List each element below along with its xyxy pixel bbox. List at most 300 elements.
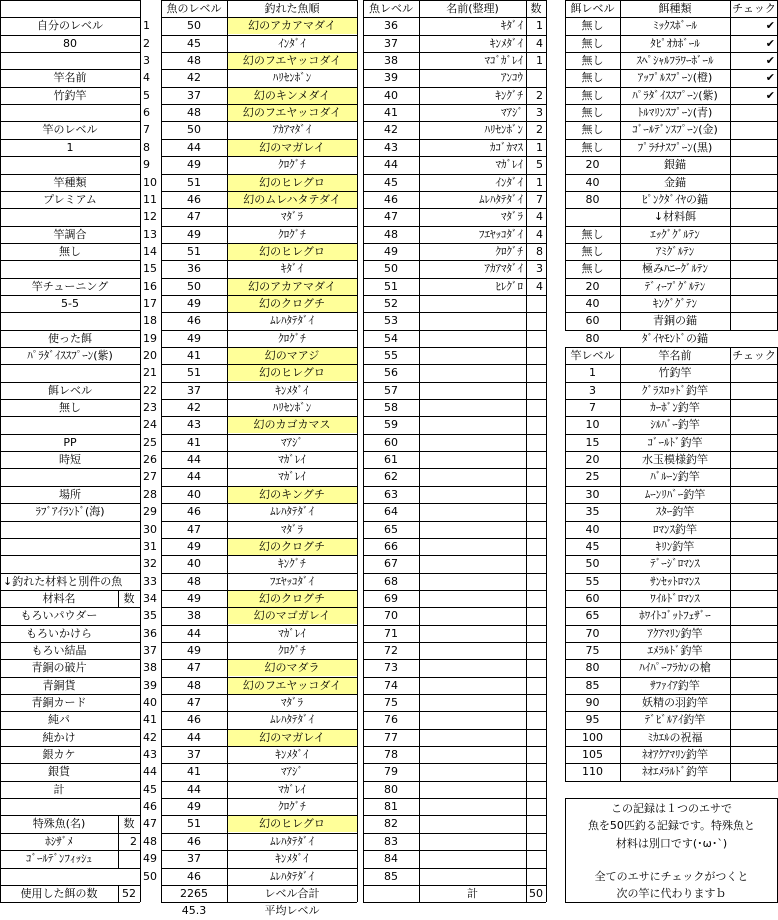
rod-level-cell[interactable]: 70 [585, 627, 600, 640]
tally-level-cell[interactable]: 45 [384, 176, 398, 189]
fish-name-cell[interactable]: ﾏｶﾞﾚｲ [278, 783, 306, 796]
tally-count-cell[interactable] [526, 607, 546, 625]
tally-name-cell[interactable] [419, 711, 526, 729]
fish-level-cell[interactable]: 49 [187, 592, 201, 605]
rod-level-cell[interactable]: 10 [585, 418, 600, 431]
tally-level-cell[interactable]: 83 [384, 835, 398, 848]
fish-name-cell[interactable]: ｲﾝﾀﾞｲ [278, 37, 306, 50]
tally-level-cell[interactable]: 70 [384, 609, 398, 622]
fish-level-cell[interactable]: 49 [187, 158, 201, 171]
tally-level-cell[interactable]: 56 [384, 366, 398, 379]
bait-check-cell[interactable] [730, 174, 778, 191]
tally-name-cell[interactable] [419, 330, 526, 347]
tally-name-cell[interactable]: ｸﾛｸﾞﾁ [495, 245, 523, 258]
rod-level-cell[interactable]: 30 [585, 488, 600, 501]
fish-name-cell[interactable]: ｷﾝﾒﾀﾞｲ [275, 748, 309, 761]
tally-count-cell[interactable] [526, 659, 546, 677]
tally-level-cell[interactable]: 68 [384, 575, 398, 588]
rod-name-cell[interactable]: ﾜｲﾙﾄﾞﾛﾏﾝｽ [650, 592, 700, 605]
tally-name-cell[interactable] [419, 607, 526, 625]
fish-level-cell[interactable]: 45 [187, 37, 201, 50]
tally-name-cell[interactable] [419, 659, 526, 677]
bait-level-cell[interactable]: 無し [581, 71, 604, 84]
bait-check-cell[interactable] [730, 278, 778, 295]
tally-name-cell[interactable] [419, 746, 526, 763]
fish-level-cell[interactable]: 44 [187, 453, 201, 466]
fish-name-cell[interactable]: 幻のキングチ [259, 488, 325, 501]
bait-level-cell[interactable]: 20 [585, 158, 600, 171]
fish-level-cell[interactable]: 42 [187, 401, 201, 414]
tally-level-cell[interactable]: 59 [384, 418, 398, 431]
tally-name-cell[interactable]: ｱｶｱﾏﾀﾞｲ [484, 262, 523, 275]
bait-name-cell[interactable]: ｱﾐｸﾞﾙﾃﾝ [655, 245, 695, 258]
fish-name-cell[interactable]: 幻のカゴカマス [253, 418, 331, 431]
fish-level-cell[interactable]: 40 [187, 557, 201, 570]
tally-count-cell[interactable] [526, 573, 546, 590]
fish-name-cell[interactable]: 幻のマガレイ [259, 141, 325, 154]
fish-level-cell[interactable]: 50 [187, 280, 201, 293]
tally-count-cell[interactable] [526, 503, 546, 521]
bait-check-cell[interactable] [730, 191, 778, 208]
tally-level-cell[interactable]: 50 [384, 262, 398, 275]
fish-level-cell[interactable]: 41 [187, 765, 201, 778]
fish-level-cell[interactable]: 46 [187, 870, 201, 883]
tally-name-cell[interactable] [419, 590, 526, 607]
fish-name-cell[interactable]: 幻のムレハタテダイ [243, 193, 341, 206]
rod-name-cell[interactable]: ｼﾙﾊﾞｰ釣竿 [650, 418, 700, 431]
rod-level-cell[interactable]: 7 [589, 401, 596, 414]
fish-name-cell[interactable]: 幻のアカアマダイ [248, 19, 336, 32]
bait-check-cell[interactable]: ✔ [765, 71, 775, 84]
bait-level-cell[interactable]: 無し [581, 228, 604, 241]
rod-name-cell[interactable]: ｶｰﾎﾞﾝ釣竿 [650, 401, 700, 414]
bait-check-cell[interactable] [730, 208, 778, 226]
fish-level-cell[interactable]: 38 [187, 609, 201, 622]
fish-name-cell[interactable]: ﾌｴﾔｯｺﾀﾞｲ [270, 575, 314, 588]
rod-name-cell[interactable]: 竹釣竿 [658, 366, 692, 379]
bait-check-cell[interactable] [730, 226, 778, 243]
bait-name-cell[interactable]: ﾄﾙﾏﾘﾝｽﾌﾟｰﾝ(青) [637, 106, 713, 119]
bait-level-cell[interactable]: 無し [581, 123, 604, 136]
tally-name-cell[interactable] [419, 850, 526, 868]
rod-name-cell[interactable]: ﾊｲﾊﾟｰﾌﾗｶﾝの槍 [639, 661, 711, 674]
fish-name-cell[interactable]: ｷﾝｸﾞﾁ [278, 557, 306, 570]
tally-level-cell[interactable]: 67 [384, 557, 398, 570]
bait-level-cell[interactable]: 無し [581, 19, 604, 32]
rod-level-cell[interactable]: 1 [589, 366, 596, 379]
fish-name-cell[interactable]: ｷﾀﾞｲ [281, 262, 303, 275]
bait-level-cell[interactable]: 20 [585, 280, 600, 293]
bait-check-cell[interactable] [730, 139, 778, 156]
bait-check-cell[interactable] [730, 121, 778, 139]
bait-name-cell[interactable]: ｺﾞｰﾙﾃﾞﾝｽﾌﾟｰﾝ(金) [632, 123, 718, 136]
tally-name-cell[interactable] [419, 625, 526, 642]
tally-count-cell[interactable]: 4 [536, 210, 543, 223]
tally-count-cell[interactable] [526, 382, 546, 399]
bait-check-cell[interactable] [730, 312, 778, 330]
rod-level-cell[interactable]: 55 [585, 575, 600, 588]
bait-name-cell[interactable]: 銀錨 [664, 158, 686, 171]
tally-level-cell[interactable]: 71 [384, 627, 398, 640]
rod-name-cell[interactable]: ｸﾞﾗｽﾛｯﾄﾞ釣竿 [642, 384, 708, 397]
fish-level-cell[interactable]: 37 [187, 89, 201, 102]
tally-count-cell[interactable] [526, 451, 546, 468]
bait-level-cell[interactable]: 無し [581, 262, 604, 275]
fish-level-cell[interactable]: 44 [187, 731, 201, 744]
rod-name-cell[interactable]: ｱｸｱﾏﾘﾝ釣竿 [647, 627, 703, 640]
tally-level-cell[interactable]: 48 [384, 228, 398, 241]
fish-level-cell[interactable]: 46 [187, 193, 201, 206]
fish-level-cell[interactable]: 44 [187, 141, 201, 154]
tally-level-cell[interactable]: 74 [384, 679, 398, 692]
tally-name-cell[interactable] [419, 347, 526, 364]
fish-name-cell[interactable]: 幻のヒレグロ [259, 176, 325, 189]
bait-name-cell[interactable]: ﾌﾟﾗﾁﾅｽﾌﾟｰﾝ(黒) [637, 141, 713, 154]
fish-level-cell[interactable]: 44 [187, 783, 201, 796]
rod-level-cell[interactable]: 50 [585, 557, 600, 570]
fish-level-cell[interactable]: 51 [187, 245, 201, 258]
fish-name-cell[interactable]: ｸﾛｸﾞﾁ [278, 228, 306, 241]
fish-name-cell[interactable]: 幻のキンメダイ [253, 89, 331, 102]
bait-name-cell[interactable]: 金錨 [664, 176, 686, 189]
fish-name-cell[interactable]: ﾏｶﾞﾚｲ [278, 627, 306, 640]
tally-count-cell[interactable] [526, 642, 546, 659]
bait-check-cell[interactable] [730, 243, 778, 260]
tally-name-cell[interactable]: ﾋﾚｸﾞﾛ [495, 280, 523, 293]
tally-level-cell[interactable]: 69 [384, 592, 398, 605]
tally-count-cell[interactable] [526, 312, 546, 330]
fish-name-cell[interactable]: 幻のマアジ [264, 349, 320, 362]
tally-name-cell[interactable] [419, 729, 526, 746]
fish-level-cell[interactable]: 36 [187, 262, 201, 275]
tally-level-cell[interactable]: 66 [384, 540, 398, 553]
fish-level-cell[interactable]: 51 [187, 817, 201, 830]
tally-name-cell[interactable]: ｷﾀﾞｲ [501, 19, 523, 32]
fish-name-cell[interactable]: ｷﾝﾒﾀﾞｲ [275, 384, 309, 397]
tally-count-cell[interactable] [526, 399, 546, 416]
fish-name-cell[interactable]: ｸﾛｸﾞﾁ [278, 644, 306, 657]
bait-level-cell[interactable]: 80 [585, 332, 600, 345]
tally-level-cell[interactable]: 73 [384, 661, 398, 674]
tally-name-cell[interactable] [419, 416, 526, 434]
tally-level-cell[interactable]: 49 [384, 245, 398, 258]
tally-name-cell[interactable] [419, 694, 526, 711]
fish-level-cell[interactable]: 49 [187, 228, 201, 241]
fish-level-cell[interactable]: 51 [187, 366, 201, 379]
tally-count-cell[interactable]: 1 [536, 19, 543, 32]
bait-check-cell[interactable] [730, 260, 778, 278]
tally-name-cell[interactable] [419, 312, 526, 330]
bait-name-cell[interactable]: ﾋﾟﾝｸﾀﾞｲﾔの錨 [642, 193, 708, 206]
tally-count-cell[interactable]: 4 [536, 37, 543, 50]
rod-level-cell[interactable]: 90 [585, 696, 600, 709]
tally-level-cell[interactable]: 81 [384, 800, 398, 813]
fish-level-cell[interactable]: 50 [187, 123, 201, 136]
tally-name-cell[interactable]: ﾏｺﾞｶﾞﾚｲ [484, 54, 523, 67]
fish-level-cell[interactable]: 48 [187, 679, 201, 692]
rod-level-cell[interactable]: 100 [582, 731, 603, 744]
tally-count-cell[interactable]: 7 [536, 193, 543, 206]
bait-name-cell[interactable]: ｴｯｸﾞｸﾞﾙﾃﾝ [650, 228, 700, 241]
fish-name-cell[interactable]: ﾏｶﾞﾚｲ [278, 453, 306, 466]
fish-level-cell[interactable]: 47 [187, 661, 201, 674]
bait-name-cell[interactable]: ﾃﾞｨｰﾌﾟｸﾞﾙﾃﾝ [644, 280, 706, 293]
tally-count-cell[interactable] [526, 833, 546, 850]
fish-level-cell[interactable]: 40 [187, 488, 201, 501]
tally-count-cell[interactable] [526, 746, 546, 763]
tally-name-cell[interactable] [419, 833, 526, 850]
fish-name-cell[interactable]: 幻のヒレグロ [259, 366, 325, 379]
fish-name-cell[interactable]: ｱｶｱﾏﾀﾞｲ [272, 123, 312, 136]
tally-name-cell[interactable] [419, 521, 526, 538]
bait-level-cell[interactable]: 40 [585, 176, 600, 189]
rod-name-cell[interactable]: 妖精の羽釣竿 [642, 696, 708, 709]
bait-name-cell[interactable]: ﾀﾞｲﾔﾓﾝﾄﾞの錨 [642, 332, 708, 345]
tally-count-cell[interactable] [526, 711, 546, 729]
fish-level-cell[interactable]: 42 [187, 71, 201, 84]
rod-level-cell[interactable]: 75 [585, 644, 600, 657]
tally-name-cell[interactable] [419, 382, 526, 399]
fish-name-cell[interactable]: ﾑﾚﾊﾀﾃﾀﾞｲ [270, 713, 314, 726]
tally-level-cell[interactable]: 55 [384, 349, 398, 362]
tally-name-cell[interactable]: ｲﾝﾀﾞｲ [495, 176, 523, 189]
fish-level-cell[interactable]: 48 [187, 575, 201, 588]
fish-name-cell[interactable]: 幻のフエヤッコダイ [242, 54, 342, 67]
tally-name-cell[interactable] [419, 763, 526, 781]
tally-level-cell[interactable]: 63 [384, 488, 398, 501]
fish-level-cell[interactable]: 46 [187, 713, 201, 726]
tally-level-cell[interactable]: 52 [384, 297, 398, 310]
fish-name-cell[interactable]: ﾏﾀﾞﾗ [281, 523, 303, 536]
tally-name-cell[interactable] [419, 486, 526, 503]
tally-name-cell[interactable] [419, 468, 526, 486]
fish-name-cell[interactable]: 幻のヒレグロ [259, 817, 325, 830]
rod-name-cell[interactable]: ﾈｵｴﾒﾗﾙﾄﾞ釣竿 [642, 765, 708, 778]
tally-count-cell[interactable] [526, 69, 546, 87]
tally-count-cell[interactable] [526, 468, 546, 486]
tally-level-cell[interactable]: 62 [384, 470, 398, 483]
tally-level-cell[interactable]: 43 [384, 141, 398, 154]
fish-name-cell[interactable]: ﾏﾀﾞﾗ [281, 696, 303, 709]
tally-level-cell[interactable]: 76 [384, 713, 398, 726]
rod-level-cell[interactable]: 40 [585, 523, 600, 536]
bait-level-cell[interactable]: 無し [581, 54, 604, 67]
tally-name-cell[interactable]: ﾏｶﾞﾚｲ [495, 158, 523, 171]
fish-name-cell[interactable]: 幻のマゴガレイ [253, 609, 331, 622]
fish-name-cell[interactable]: ﾏｱｼﾞ [281, 436, 303, 449]
tally-level-cell[interactable]: 54 [384, 332, 398, 345]
bait-check-cell[interactable]: ✔ [765, 37, 775, 50]
fish-level-cell[interactable]: 49 [187, 644, 201, 657]
rod-level-cell[interactable]: 15 [585, 436, 600, 449]
tally-level-cell[interactable]: 39 [384, 71, 398, 84]
tally-count-cell[interactable] [526, 330, 546, 347]
fish-level-cell[interactable]: 37 [187, 852, 201, 865]
bait-level-cell[interactable]: 無し [581, 37, 604, 50]
fish-level-cell[interactable]: 49 [187, 297, 201, 310]
tally-count-cell[interactable] [526, 486, 546, 503]
rod-name-cell[interactable]: 水玉模様釣竿 [642, 453, 708, 466]
tally-name-cell[interactable] [419, 555, 526, 573]
tally-count-cell[interactable] [526, 798, 546, 815]
tally-level-cell[interactable]: 61 [384, 453, 398, 466]
bait-check-cell[interactable]: ✔ [765, 19, 775, 32]
tally-count-cell[interactable] [526, 555, 546, 573]
rod-level-cell[interactable]: 65 [585, 609, 600, 622]
rod-name-cell[interactable]: ﾈｵｱｸｱﾏﾘﾝ釣竿 [642, 748, 708, 761]
tally-level-cell[interactable]: 58 [384, 401, 398, 414]
rod-level-cell[interactable]: 35 [585, 505, 600, 518]
tally-level-cell[interactable]: 53 [384, 314, 398, 327]
tally-count-cell[interactable] [526, 729, 546, 746]
tally-count-cell[interactable] [526, 364, 546, 382]
tally-name-cell[interactable] [419, 573, 526, 590]
tally-level-cell[interactable]: 64 [384, 505, 398, 518]
rod-level-cell[interactable]: 105 [582, 748, 603, 761]
tally-count-cell[interactable]: 3 [536, 106, 543, 119]
tally-level-cell[interactable]: 51 [384, 280, 398, 293]
tally-count-cell[interactable]: 3 [536, 262, 543, 275]
tally-level-cell[interactable]: 40 [384, 89, 398, 102]
bait-check-cell[interactable]: ✔ [765, 54, 775, 67]
fish-level-cell[interactable]: 49 [187, 800, 201, 813]
tally-level-cell[interactable]: 78 [384, 748, 398, 761]
tally-count-cell[interactable]: 2 [536, 123, 543, 136]
tally-count-cell[interactable] [526, 538, 546, 555]
tally-level-cell[interactable]: 84 [384, 852, 398, 865]
fish-level-cell[interactable]: 47 [187, 696, 201, 709]
bait-level-cell[interactable] [565, 208, 620, 226]
rod-level-cell[interactable]: 20 [585, 453, 600, 466]
bait-level-cell[interactable]: 80 [585, 193, 600, 206]
tally-count-cell[interactable] [526, 590, 546, 607]
bait-check-cell[interactable] [730, 330, 778, 347]
tally-count-cell[interactable] [526, 434, 546, 451]
rod-name-cell[interactable]: ｽﾀｰ釣竿 [655, 505, 695, 518]
tally-level-cell[interactable]: 37 [384, 37, 398, 50]
tally-level-cell[interactable]: 41 [384, 106, 398, 119]
bait-check-cell[interactable]: ✔ [765, 89, 775, 102]
tally-count-cell[interactable]: 5 [536, 158, 543, 171]
bait-name-cell[interactable]: ↓材料餌 [653, 210, 697, 223]
rod-name-cell[interactable]: ｺﾞｰﾙﾄﾞ釣竿 [647, 436, 703, 449]
rod-name-cell[interactable]: ﾑｰﾝﾘﾊﾞｰ釣竿 [644, 488, 706, 501]
bait-check-cell[interactable] [730, 295, 778, 312]
fish-name-cell[interactable]: ｷﾝﾒﾀﾞｲ [275, 852, 309, 865]
rod-name-cell[interactable]: ｻﾌｧｲｱ釣竿 [650, 679, 700, 692]
rod-level-cell[interactable]: 60 [585, 592, 600, 605]
fish-name-cell[interactable]: ｸﾛｸﾞﾁ [278, 332, 306, 345]
fish-level-cell[interactable]: 47 [187, 210, 201, 223]
fish-level-cell[interactable]: 48 [187, 106, 201, 119]
tally-level-cell[interactable]: 65 [384, 523, 398, 536]
tally-name-cell[interactable]: ｶｺﾞｶﾏｽ [490, 141, 523, 154]
fish-name-cell[interactable]: 幻のアカアマダイ [248, 280, 336, 293]
fish-name-cell[interactable]: ﾑﾚﾊﾀﾃﾀﾞｲ [270, 870, 314, 883]
tally-level-cell[interactable]: 46 [384, 193, 398, 206]
tally-level-cell[interactable]: 47 [384, 210, 398, 223]
fish-name-cell[interactable]: 幻のフエヤッコダイ [242, 106, 342, 119]
tally-name-cell[interactable] [419, 642, 526, 659]
rod-name-cell[interactable]: ｴﾒﾗﾙﾄﾞ釣竿 [647, 644, 703, 657]
tally-name-cell[interactable]: ｷﾝﾒﾀﾞｲ [490, 37, 523, 50]
fish-name-cell[interactable]: ﾑﾚﾊﾀﾃﾀﾞｲ [270, 835, 314, 848]
tally-level-cell[interactable]: 36 [384, 19, 398, 32]
tally-count-cell[interactable] [526, 694, 546, 711]
fish-name-cell[interactable]: 幻のクログチ [259, 592, 325, 605]
fish-level-cell[interactable]: 43 [187, 418, 201, 431]
fish-level-cell[interactable]: 37 [187, 384, 201, 397]
rod-name-cell[interactable]: ﾊﾞﾙｰﾝ釣竿 [650, 470, 700, 483]
bait-level-cell[interactable]: 無し [581, 89, 604, 102]
tally-count-cell[interactable] [526, 625, 546, 642]
rod-level-cell[interactable]: 85 [585, 679, 600, 692]
tally-level-cell[interactable]: 60 [384, 436, 398, 449]
rod-level-cell[interactable]: 25 [585, 470, 600, 483]
bait-name-cell[interactable]: ﾀﾋﾟｵｶﾎﾞｰﾙ [650, 37, 700, 50]
fish-level-cell[interactable]: 46 [187, 835, 201, 848]
rod-name-cell[interactable]: ﾃﾞﾋﾞﾙｱｲ釣竿 [644, 713, 706, 726]
fish-name-cell[interactable]: ﾊﾘｾﾝﾎﾞﾝ [272, 71, 312, 84]
fish-level-cell[interactable]: 41 [187, 436, 201, 449]
tally-name-cell[interactable] [419, 798, 526, 815]
fish-level-cell[interactable]: 51 [187, 176, 201, 189]
rod-name-cell[interactable]: ｷﾘﾝ釣竿 [655, 540, 695, 553]
tally-name-cell[interactable]: ﾊﾘｾﾝﾎﾞﾝ [484, 123, 523, 136]
tally-count-cell[interactable] [526, 295, 546, 312]
tally-name-cell[interactable]: ｱﾝｺｳ [501, 71, 523, 84]
bait-check-cell[interactable] [730, 104, 778, 121]
tally-name-cell[interactable] [419, 451, 526, 468]
tally-name-cell[interactable]: ﾏｱｼﾞ [501, 106, 523, 119]
bait-level-cell[interactable]: 無し [581, 106, 604, 119]
tally-level-cell[interactable]: 72 [384, 644, 398, 657]
tally-name-cell[interactable] [419, 364, 526, 382]
fish-name-cell[interactable]: ﾏﾀﾞﾗ [281, 210, 303, 223]
bait-name-cell[interactable]: ｱｯﾌﾟﾙｽﾌﾟｰﾝ(橙) [637, 71, 713, 84]
bait-level-cell[interactable]: 無し [581, 141, 604, 154]
tally-count-cell[interactable] [526, 815, 546, 833]
fish-level-cell[interactable]: 47 [187, 523, 201, 536]
tally-count-cell[interactable] [526, 868, 546, 885]
fish-level-cell[interactable]: 44 [187, 627, 201, 640]
fish-name-cell[interactable]: 幻のマガレイ [259, 731, 325, 744]
rod-level-cell[interactable]: 110 [582, 765, 603, 778]
fish-name-cell[interactable]: 幻のクログチ [259, 297, 325, 310]
bait-level-cell[interactable]: 60 [585, 314, 600, 327]
fish-level-cell[interactable]: 49 [187, 540, 201, 553]
rod-level-cell[interactable]: 3 [589, 384, 596, 397]
tally-count-cell[interactable] [526, 763, 546, 781]
tally-level-cell[interactable]: 75 [384, 696, 398, 709]
tally-count-cell[interactable]: 1 [536, 141, 543, 154]
tally-count-cell[interactable]: 4 [536, 280, 543, 293]
tally-name-cell[interactable]: ﾏﾀﾞﾗ [501, 210, 523, 223]
rod-name-cell[interactable]: ﾐｶｴﾙの祝福 [647, 731, 703, 744]
tally-level-cell[interactable]: 80 [384, 783, 398, 796]
fish-name-cell[interactable]: 幻のフエヤッコダイ [242, 679, 342, 692]
fish-name-cell[interactable]: 幻のヒレグロ [259, 245, 325, 258]
tally-count-cell[interactable]: 2 [536, 89, 543, 102]
rod-level-cell[interactable]: 95 [585, 713, 600, 726]
bait-name-cell[interactable]: ｽﾍﾟｼｬﾙﾌﾗﾜｰﾎﾞｰﾙ [636, 54, 714, 67]
bait-name-cell[interactable]: ﾊﾟﾗﾀﾞｲｽｽﾌﾟｰﾝ(紫) [632, 89, 718, 102]
tally-count-cell[interactable]: 8 [536, 245, 543, 258]
fish-name-cell[interactable]: ｸﾛｸﾞﾁ [278, 158, 306, 171]
tally-name-cell[interactable]: ｷﾝｸﾞﾁ [495, 89, 523, 102]
tally-count-cell[interactable]: 1 [536, 176, 543, 189]
tally-level-cell[interactable]: 38 [384, 54, 398, 67]
